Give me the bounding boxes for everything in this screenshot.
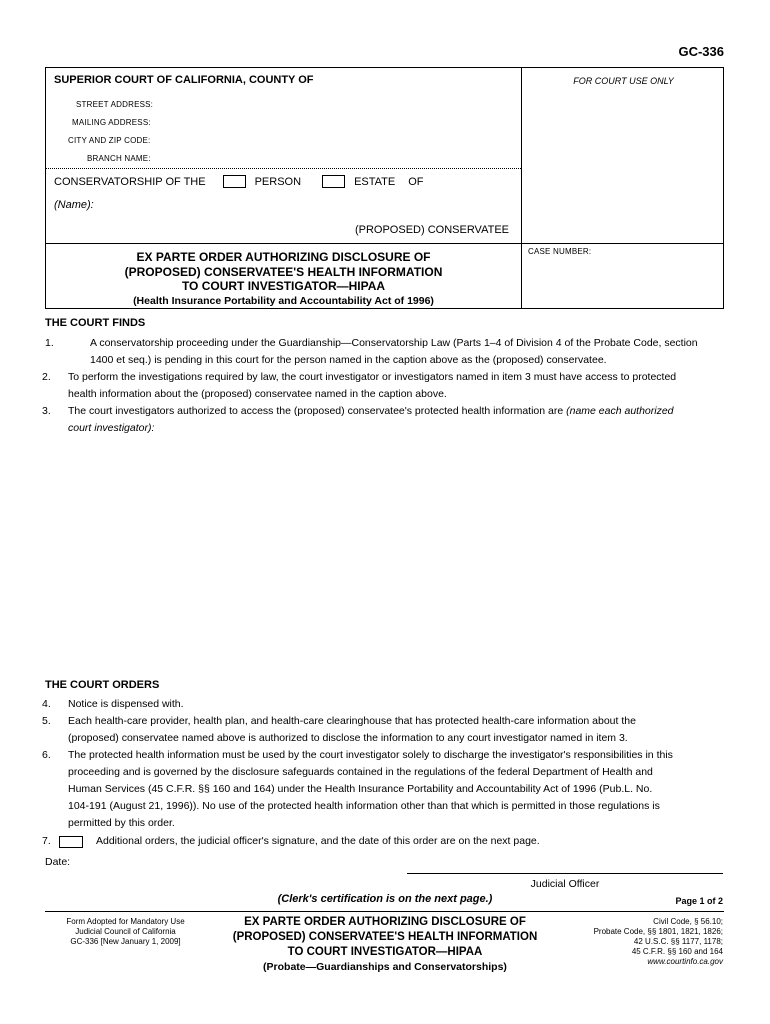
estate-checkbox[interactable] <box>322 175 345 188</box>
orders-item-6-line-1: The protected health information must be used by the court investigator solely to discharge the investigator's responsibilities in this <box>68 749 673 761</box>
form-title-line-2: (PROPOSED) CONSERVATEE'S HEALTH INFORMATION <box>124 264 443 279</box>
finds-item-2-number: 2. <box>42 371 51 383</box>
footer-title-subtitle: (Probate—Guardianships and Conservatorships) <box>263 961 507 973</box>
page-indicator: Page 1 of 2 <box>675 896 723 906</box>
orders-item-6-line-3: Human Services (45 C.F.R. §§ 160 and 164) under the Health Insurance Portability and Accountability Act of 1996 (Pub.L. No. <box>68 783 653 795</box>
footer-code-references <box>503 917 723 967</box>
footer-right-line-3: 42 U.S.C. §§ 1177, 1178; <box>633 937 723 946</box>
court-finds-heading: THE COURT FINDS <box>45 317 146 329</box>
form-title-line-1: EX PARTE ORDER AUTHORIZING DISCLOSURE OF <box>136 250 431 264</box>
footer-title-line-2: (PROPOSED) CONSERVATEE'S HEALTH INFORMATION <box>232 931 538 943</box>
footer-left-line-1: Form Adopted for Mandatory Use <box>66 917 185 926</box>
finds-item-2 <box>42 369 742 403</box>
judicial-officer-label: Judicial Officer <box>530 878 600 890</box>
orders-item-4-line-1: Notice is dispensed with. <box>68 698 184 710</box>
orders-item-7-number: 7. <box>42 835 51 847</box>
finds-item-2-line-1: To perform the investigations required by law, the court investigator or investigators named in item 3 must have access to protected <box>68 371 677 383</box>
finds-item-3-line-1: The court investigators authorized to access the (proposed) conservatee's protected health information are (name each authorized <box>68 405 674 417</box>
form-title-block <box>46 244 521 308</box>
person-label: PERSON <box>254 175 302 188</box>
footer-left-line-2: Judicial Council of California <box>75 927 176 936</box>
finds-item-1 <box>42 335 742 369</box>
footer-title-line-1: EX PARTE ORDER AUTHORIZING DISCLOSURE OF <box>244 916 526 928</box>
court-title: SUPERIOR COURT OF CALIFORNIA, COUNTY OF <box>54 74 314 86</box>
mailing-address-label: MAILING ADDRESS: <box>72 118 151 127</box>
street-address-label: STREET ADDRESS: <box>76 100 154 109</box>
orders-item-5-line-2: (proposed) conservatee named above is authorized to disclose the information to any court investigator named in item 3. <box>68 732 628 744</box>
orders-item-7-text: Additional orders, the judicial officer's signature, and the date of this order are on the next page. <box>96 835 540 847</box>
orders-item-4 <box>42 696 742 713</box>
finds-item-3-number: 3. <box>42 405 51 417</box>
finds-item-2-line-2: health information about the (proposed) conservatee named in the caption above. <box>68 388 447 400</box>
footer-right-line-4: 45 C.F.R. §§ 160 and 164 <box>631 947 723 956</box>
name-label: (Name): <box>54 199 94 211</box>
city-zip-label: CITY AND ZIP CODE: <box>68 136 151 145</box>
court-orders-heading: THE COURT ORDERS <box>45 679 160 691</box>
finds-item-1-line-1: A conservatorship proceeding under the Guardianship—Conservatorship Law (Parts 1–4 of Division 4 of the Probate Code, section <box>90 337 698 349</box>
form-title-line-3: TO COURT INVESTIGATOR—HIPAA <box>181 279 386 293</box>
orders-item-5 <box>42 713 742 747</box>
case-number-label: CASE NUMBER: <box>528 247 592 256</box>
finds-item-3-line-2: court investigator): <box>68 422 155 434</box>
court-use-box <box>522 68 725 243</box>
estate-label: ESTATE <box>354 175 396 188</box>
footer-courtinfo-url: www.courtinfo.ca.gov <box>647 957 723 966</box>
caption-dotted-divider <box>46 168 521 169</box>
clerk-certification-note: (Clerk's certification is on the next page.) <box>277 893 493 905</box>
orders-item-6-number: 6. <box>42 749 51 761</box>
footer-right-line-1: Civil Code, § 56.10; <box>653 917 723 926</box>
orders-item-7 <box>42 833 742 850</box>
judicial-officer-signature-line[interactable] <box>407 873 723 874</box>
footer-adoption-note <box>43 917 208 947</box>
caption-box <box>45 67 724 309</box>
orders-item-5-number: 5. <box>42 715 51 727</box>
additional-orders-checkbox[interactable] <box>59 836 83 848</box>
footer-left-line-3: GC-336 [New January 1, 2009] <box>70 937 181 946</box>
orders-item-5-line-1: Each health-care provider, health plan, and health-care clearinghouse that has protected health-care information about the <box>68 715 636 727</box>
finds-item-3 <box>42 403 742 437</box>
orders-item-6-line-5: permitted by this order. <box>68 817 175 829</box>
footer-right-line-2: Probate Code, §§ 1801, 1821, 1826; <box>593 927 723 936</box>
branch-name-label: BRANCH NAME: <box>87 154 151 163</box>
orders-item-6-line-4: 104-191 (August 21, 1996)). No use of the protected health information other than that which is permitted in those regulations is <box>68 800 660 812</box>
date-label: Date: <box>45 856 71 868</box>
footer-divider <box>45 911 724 912</box>
proposed-conservatee-label: (PROPOSED) CONSERVATEE <box>354 224 509 236</box>
for-court-use-only-label: FOR COURT USE ONLY <box>573 76 674 86</box>
orders-item-6 <box>42 747 742 832</box>
person-checkbox[interactable] <box>223 175 246 188</box>
case-number-box[interactable] <box>522 243 725 310</box>
orders-item-4-number: 4. <box>42 698 51 710</box>
of-label: OF <box>408 175 424 188</box>
footer-title-line-3: TO COURT INVESTIGATOR—HIPAA <box>287 946 483 958</box>
finds-item-1-line-2: 1400 et seq.) is pending in this court for the person named in the caption above as the (proposed) conservatee. <box>90 354 607 366</box>
conservatorship-row <box>54 175 424 188</box>
orders-item-6-line-2: proceeding and is governed by the disclosure safeguards contained in the regulations of the federal Department of Health and <box>68 766 653 778</box>
finds-item-1-number: 1. <box>45 337 54 349</box>
form-number: GC-336 <box>678 44 724 59</box>
conservatorship-label: CONSERVATORSHIP OF THE <box>54 175 206 188</box>
form-title-subtitle: (Health Insurance Portability and Accountability Act of 1996) <box>133 294 434 307</box>
